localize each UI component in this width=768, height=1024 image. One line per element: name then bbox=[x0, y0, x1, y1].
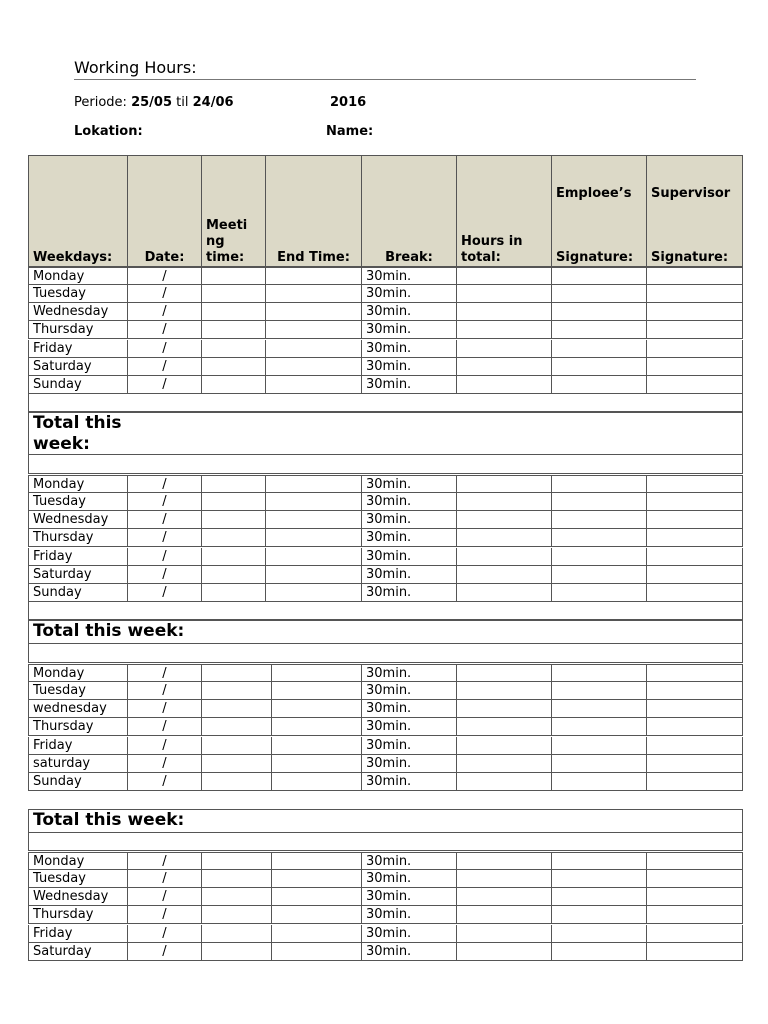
end-time-cell[interactable] bbox=[266, 529, 362, 546]
weekday-cell: Wednesday bbox=[29, 888, 128, 905]
hours-total-cell[interactable] bbox=[457, 493, 552, 510]
spacer-row bbox=[28, 602, 743, 620]
meeting-time-cell[interactable] bbox=[202, 888, 272, 905]
date-cell[interactable]: / bbox=[128, 870, 202, 887]
weekday-cell: Friday bbox=[29, 925, 128, 942]
lokation-label: Lokation: bbox=[74, 124, 143, 139]
date-cell[interactable]: / bbox=[128, 584, 202, 601]
meeting-time-cell[interactable] bbox=[202, 755, 272, 772]
break-cell: 30min. bbox=[362, 853, 457, 869]
supervisor-signature-cell[interactable] bbox=[647, 566, 744, 583]
spacer-row bbox=[28, 455, 743, 474]
end-time-cell[interactable] bbox=[266, 566, 362, 583]
date-cell[interactable]: / bbox=[128, 925, 202, 942]
employee-signature-cell[interactable] bbox=[552, 665, 647, 681]
employee-signature-cell[interactable] bbox=[552, 870, 647, 887]
supervisor-signature-cell[interactable] bbox=[647, 925, 744, 942]
table-row bbox=[28, 700, 743, 718]
meeting-time-cell[interactable] bbox=[202, 548, 266, 565]
break-cell: 30min. bbox=[362, 529, 457, 546]
date-cell[interactable]: / bbox=[128, 682, 202, 699]
hours-total-cell[interactable] bbox=[457, 340, 552, 357]
break-cell: 30min. bbox=[362, 566, 457, 583]
end-time-cell[interactable] bbox=[272, 755, 362, 772]
end-time-cell[interactable] bbox=[266, 358, 362, 375]
weekday-cell: Thursday bbox=[29, 906, 128, 923]
meeting-time-cell[interactable] bbox=[202, 773, 272, 790]
meeting-time-cell[interactable] bbox=[202, 268, 266, 284]
break-cell: 30min. bbox=[362, 548, 457, 565]
end-time-cell[interactable] bbox=[272, 718, 362, 735]
meeting-time-cell[interactable] bbox=[202, 665, 272, 681]
hours-total-cell[interactable] bbox=[457, 321, 552, 338]
table-row bbox=[28, 511, 743, 529]
break-cell: 30min. bbox=[362, 340, 457, 357]
meeting-time-cell[interactable] bbox=[202, 511, 266, 528]
weekday-cell: Sunday bbox=[29, 376, 128, 393]
date-cell[interactable]: / bbox=[128, 755, 202, 772]
supervisor-signature-cell[interactable] bbox=[647, 285, 744, 302]
weekday-cell: Sunday bbox=[29, 773, 128, 790]
week-total-row: Total this week: bbox=[28, 620, 743, 644]
end-time-cell[interactable] bbox=[266, 584, 362, 601]
employee-signature-cell[interactable] bbox=[552, 285, 647, 302]
supervisor-signature-cell[interactable] bbox=[647, 529, 744, 546]
weekday-cell: Friday bbox=[29, 548, 128, 565]
hours-total-cell[interactable] bbox=[457, 358, 552, 375]
supervisor-signature-cell[interactable] bbox=[647, 700, 744, 717]
date-cell[interactable]: / bbox=[128, 376, 202, 393]
break-cell: 30min. bbox=[362, 737, 457, 754]
break-cell: 30min. bbox=[362, 321, 457, 338]
employee-signature-cell[interactable] bbox=[552, 773, 647, 790]
employee-signature-cell[interactable] bbox=[552, 925, 647, 942]
hours-total-cell[interactable] bbox=[457, 566, 552, 583]
employee-signature-cell[interactable] bbox=[552, 682, 647, 699]
week-total-row: Total this week: bbox=[28, 809, 743, 833]
supervisor-signature-cell[interactable] bbox=[647, 511, 744, 528]
hours-total-cell[interactable] bbox=[457, 665, 552, 681]
table-row bbox=[28, 566, 743, 584]
hours-total-cell[interactable] bbox=[457, 376, 552, 393]
break-cell: 30min. bbox=[362, 285, 457, 302]
end-time-cell[interactable] bbox=[266, 376, 362, 393]
end-time-cell[interactable] bbox=[266, 303, 362, 320]
hours-total-cell[interactable] bbox=[457, 584, 552, 601]
weekday-cell: Saturday bbox=[29, 943, 128, 960]
meeting-time-cell[interactable] bbox=[202, 303, 266, 320]
break-cell: 30min. bbox=[362, 888, 457, 905]
employee-signature-cell[interactable] bbox=[552, 700, 647, 717]
date-cell[interactable]: / bbox=[128, 853, 202, 869]
weekday-cell: Tuesday bbox=[29, 285, 128, 302]
end-time-cell[interactable] bbox=[272, 888, 362, 905]
hours-total-cell[interactable] bbox=[457, 682, 552, 699]
date-cell[interactable]: / bbox=[128, 773, 202, 790]
table-row bbox=[28, 925, 743, 943]
date-cell[interactable]: / bbox=[128, 548, 202, 565]
periode-til: til bbox=[176, 95, 189, 110]
supervisor-signature-cell[interactable] bbox=[647, 737, 744, 754]
end-time-cell[interactable] bbox=[266, 285, 362, 302]
hours-total-cell[interactable] bbox=[457, 943, 552, 960]
weekday-cell: saturday bbox=[29, 755, 128, 772]
table-row bbox=[28, 737, 743, 755]
title-underline bbox=[74, 79, 696, 80]
break-cell: 30min. bbox=[362, 870, 457, 887]
employee-signature-cell[interactable] bbox=[552, 268, 647, 284]
date-cell[interactable]: / bbox=[128, 340, 202, 357]
end-time-cell[interactable] bbox=[272, 925, 362, 942]
employee-signature-cell[interactable] bbox=[552, 529, 647, 546]
weekday-cell: Friday bbox=[29, 340, 128, 357]
weekday-cell: wednesday bbox=[29, 700, 128, 717]
employee-signature-cell[interactable] bbox=[552, 493, 647, 510]
table-row bbox=[28, 475, 743, 493]
spacer-row bbox=[28, 833, 743, 851]
weekday-cell: Friday bbox=[29, 737, 128, 754]
employee-signature-cell[interactable] bbox=[552, 584, 647, 601]
supervisor-signature-cell[interactable] bbox=[647, 340, 744, 357]
hours-total-cell[interactable] bbox=[457, 303, 552, 320]
break-cell: 30min. bbox=[362, 700, 457, 717]
weekday-cell: Monday bbox=[29, 853, 128, 869]
break-cell: 30min. bbox=[362, 906, 457, 923]
supervisor-signature-cell[interactable] bbox=[647, 943, 744, 960]
supervisor-signature-cell[interactable] bbox=[647, 303, 744, 320]
weekday-cell: Tuesday bbox=[29, 493, 128, 510]
periode-to: 24/06 bbox=[192, 95, 234, 110]
employee-signature-cell[interactable] bbox=[552, 340, 647, 357]
break-cell: 30min. bbox=[362, 943, 457, 960]
meeting-time-cell[interactable] bbox=[202, 493, 266, 510]
col-end-time: End Time: bbox=[266, 156, 362, 267]
employee-signature-cell[interactable] bbox=[552, 906, 647, 923]
end-time-cell[interactable] bbox=[266, 548, 362, 565]
hours-total-cell[interactable] bbox=[457, 718, 552, 735]
table-row bbox=[28, 718, 743, 736]
end-time-cell[interactable] bbox=[266, 511, 362, 528]
end-time-cell[interactable] bbox=[266, 340, 362, 357]
col-employee-signature: Emploee’s Signature: bbox=[552, 156, 647, 267]
weekday-cell: Wednesday bbox=[29, 303, 128, 320]
end-time-cell[interactable] bbox=[272, 682, 362, 699]
end-time-cell[interactable] bbox=[266, 321, 362, 338]
table-row bbox=[28, 340, 743, 358]
date-cell[interactable]: / bbox=[128, 476, 202, 492]
meeting-time-cell[interactable] bbox=[202, 285, 266, 302]
spacer-row bbox=[28, 644, 743, 663]
weekday-cell: Saturday bbox=[29, 358, 128, 375]
date-cell[interactable]: / bbox=[128, 493, 202, 510]
break-cell: 30min. bbox=[362, 303, 457, 320]
week-total-row: Total this week: bbox=[28, 412, 743, 455]
date-cell[interactable]: / bbox=[128, 268, 202, 284]
break-cell: 30min. bbox=[362, 358, 457, 375]
hours-total-cell[interactable] bbox=[457, 853, 552, 869]
end-time-cell[interactable] bbox=[266, 268, 362, 284]
meeting-time-cell[interactable] bbox=[202, 925, 272, 942]
weekday-cell: Saturday bbox=[29, 566, 128, 583]
meeting-time-cell[interactable] bbox=[202, 529, 266, 546]
hours-total-cell[interactable] bbox=[457, 529, 552, 546]
date-cell[interactable]: / bbox=[128, 285, 202, 302]
table-row bbox=[28, 888, 743, 906]
col-weekdays: Weekdays: bbox=[29, 156, 128, 267]
end-time-cell[interactable] bbox=[272, 906, 362, 923]
meeting-time-cell[interactable] bbox=[202, 584, 266, 601]
break-cell: 30min. bbox=[362, 718, 457, 735]
meeting-time-cell[interactable] bbox=[202, 321, 266, 338]
break-cell: 30min. bbox=[362, 682, 457, 699]
supervisor-signature-cell[interactable] bbox=[647, 718, 744, 735]
employee-signature-cell[interactable] bbox=[552, 321, 647, 338]
meeting-time-cell[interactable] bbox=[202, 376, 266, 393]
end-time-cell[interactable] bbox=[266, 476, 362, 492]
meeting-time-cell[interactable] bbox=[202, 682, 272, 699]
hours-total-cell[interactable] bbox=[457, 700, 552, 717]
date-cell[interactable]: / bbox=[128, 303, 202, 320]
weekday-cell: Monday bbox=[29, 268, 128, 284]
meeting-time-cell[interactable] bbox=[202, 700, 272, 717]
supervisor-signature-cell[interactable] bbox=[647, 493, 744, 510]
date-cell[interactable]: / bbox=[128, 737, 202, 754]
table-row bbox=[28, 773, 743, 791]
weekday-cell: Tuesday bbox=[29, 870, 128, 887]
supervisor-signature-cell[interactable] bbox=[647, 268, 744, 284]
meeting-time-cell[interactable] bbox=[202, 566, 266, 583]
name-label: Name: bbox=[326, 124, 374, 139]
supervisor-signature-cell[interactable] bbox=[647, 682, 744, 699]
employee-signature-cell[interactable] bbox=[552, 888, 647, 905]
supervisor-signature-cell[interactable] bbox=[647, 665, 744, 681]
break-cell: 30min. bbox=[362, 268, 457, 284]
table-row bbox=[28, 493, 743, 511]
table-row bbox=[28, 303, 743, 321]
break-cell: 30min. bbox=[362, 584, 457, 601]
end-time-cell[interactable] bbox=[272, 943, 362, 960]
table-row bbox=[28, 529, 743, 547]
date-cell[interactable]: / bbox=[128, 700, 202, 717]
spacer-row bbox=[28, 394, 743, 412]
meeting-time-cell[interactable] bbox=[202, 853, 272, 869]
meeting-time-cell[interactable] bbox=[202, 737, 272, 754]
table-row bbox=[28, 943, 743, 961]
supervisor-signature-cell[interactable] bbox=[647, 773, 744, 790]
supervisor-signature-cell[interactable] bbox=[647, 870, 744, 887]
date-cell[interactable]: / bbox=[128, 529, 202, 546]
date-cell[interactable]: / bbox=[128, 511, 202, 528]
employee-signature-cell[interactable] bbox=[552, 943, 647, 960]
employee-signature-cell[interactable] bbox=[552, 755, 647, 772]
meeting-time-cell[interactable] bbox=[202, 358, 266, 375]
supervisor-signature-cell[interactable] bbox=[647, 548, 744, 565]
table-row bbox=[28, 358, 743, 376]
end-time-cell[interactable] bbox=[272, 870, 362, 887]
employee-signature-cell[interactable] bbox=[552, 853, 647, 869]
table-row bbox=[28, 285, 743, 303]
break-cell: 30min. bbox=[362, 376, 457, 393]
col-meeting-time: Meeti ng time: bbox=[202, 156, 266, 267]
employee-signature-cell[interactable] bbox=[552, 511, 647, 528]
end-time-cell[interactable] bbox=[272, 853, 362, 869]
hours-total-cell[interactable] bbox=[457, 888, 552, 905]
periode-label: Periode: bbox=[74, 95, 127, 110]
supervisor-signature-cell[interactable] bbox=[647, 476, 744, 492]
hours-total-cell[interactable] bbox=[457, 773, 552, 790]
employee-signature-cell[interactable] bbox=[552, 548, 647, 565]
break-cell: 30min. bbox=[362, 665, 457, 681]
periode-from: 25/05 bbox=[131, 95, 172, 110]
employee-signature-cell[interactable] bbox=[552, 303, 647, 320]
table-row bbox=[28, 548, 743, 566]
end-time-cell[interactable] bbox=[272, 737, 362, 754]
supervisor-signature-cell[interactable] bbox=[647, 321, 744, 338]
weekday-cell: Thursday bbox=[29, 718, 128, 735]
meeting-time-cell[interactable] bbox=[202, 943, 272, 960]
table-header bbox=[28, 155, 743, 267]
end-time-cell[interactable] bbox=[272, 700, 362, 717]
periode-line bbox=[74, 95, 234, 110]
date-cell[interactable]: / bbox=[128, 665, 202, 681]
table-row bbox=[28, 755, 743, 773]
weekday-cell: Sunday bbox=[29, 584, 128, 601]
meeting-time-cell[interactable] bbox=[202, 906, 272, 923]
break-cell: 30min. bbox=[362, 925, 457, 942]
document-title: Working Hours: bbox=[74, 58, 197, 77]
hours-total-cell[interactable] bbox=[457, 870, 552, 887]
table-row bbox=[28, 321, 743, 339]
weekday-cell: Tuesday bbox=[29, 682, 128, 699]
hours-total-cell[interactable] bbox=[457, 925, 552, 942]
weekday-cell: Monday bbox=[29, 476, 128, 492]
table-row bbox=[28, 664, 743, 682]
supervisor-signature-cell[interactable] bbox=[647, 584, 744, 601]
meeting-time-cell[interactable] bbox=[202, 340, 266, 357]
supervisor-signature-cell[interactable] bbox=[647, 376, 744, 393]
employee-signature-cell[interactable] bbox=[552, 476, 647, 492]
table-row bbox=[28, 682, 743, 700]
col-supervisor-signature: Supervisor Signature: bbox=[651, 186, 731, 265]
employee-signature-cell[interactable] bbox=[552, 358, 647, 375]
weekday-cell: Thursday bbox=[29, 321, 128, 338]
hours-total-cell[interactable] bbox=[457, 268, 552, 284]
employee-signature-cell[interactable] bbox=[552, 566, 647, 583]
table-row bbox=[28, 870, 743, 888]
break-cell: 30min. bbox=[362, 511, 457, 528]
col-hours-total: Hours in total: bbox=[457, 156, 552, 267]
break-cell: 30min. bbox=[362, 755, 457, 772]
end-time-cell[interactable] bbox=[272, 773, 362, 790]
supervisor-signature-cell[interactable] bbox=[647, 853, 744, 869]
employee-signature-cell[interactable] bbox=[552, 737, 647, 754]
date-cell[interactable]: / bbox=[128, 321, 202, 338]
end-time-cell[interactable] bbox=[266, 493, 362, 510]
meeting-time-cell[interactable] bbox=[202, 718, 272, 735]
weekday-cell: Wednesday bbox=[29, 511, 128, 528]
table-row bbox=[28, 267, 743, 285]
table-row bbox=[28, 584, 743, 602]
break-cell: 30min. bbox=[362, 476, 457, 492]
col-break: Break: bbox=[362, 156, 457, 267]
date-cell[interactable]: / bbox=[128, 888, 202, 905]
end-time-cell[interactable] bbox=[272, 665, 362, 681]
hours-total-cell[interactable] bbox=[457, 906, 552, 923]
table-row bbox=[28, 906, 743, 924]
supervisor-signature-cell[interactable] bbox=[647, 358, 744, 375]
hours-total-cell[interactable] bbox=[457, 548, 552, 565]
employee-signature-cell[interactable] bbox=[552, 718, 647, 735]
table-row bbox=[28, 376, 743, 394]
date-cell[interactable]: / bbox=[128, 943, 202, 960]
supervisor-signature-cell[interactable] bbox=[647, 906, 744, 923]
table-row bbox=[28, 852, 743, 870]
hours-total-cell[interactable] bbox=[457, 285, 552, 302]
hours-total-cell[interactable] bbox=[457, 755, 552, 772]
meeting-time-cell[interactable] bbox=[202, 870, 272, 887]
date-cell[interactable]: / bbox=[128, 906, 202, 923]
hours-total-cell[interactable] bbox=[457, 476, 552, 492]
weekday-cell: Monday bbox=[29, 665, 128, 681]
break-cell: 30min. bbox=[362, 773, 457, 790]
employee-signature-cell[interactable] bbox=[552, 376, 647, 393]
col-date: Date: bbox=[128, 156, 202, 267]
supervisor-signature-cell[interactable] bbox=[647, 755, 744, 772]
periode-year: 2016 bbox=[330, 95, 367, 110]
date-cell[interactable]: / bbox=[128, 718, 202, 735]
meeting-time-cell[interactable] bbox=[202, 476, 266, 492]
hours-total-cell[interactable] bbox=[457, 737, 552, 754]
break-cell: 30min. bbox=[362, 493, 457, 510]
supervisor-signature-cell[interactable] bbox=[647, 888, 744, 905]
date-cell[interactable]: / bbox=[128, 566, 202, 583]
date-cell[interactable]: / bbox=[128, 358, 202, 375]
hours-total-cell[interactable] bbox=[457, 511, 552, 528]
weekday-cell: Thursday bbox=[29, 529, 128, 546]
